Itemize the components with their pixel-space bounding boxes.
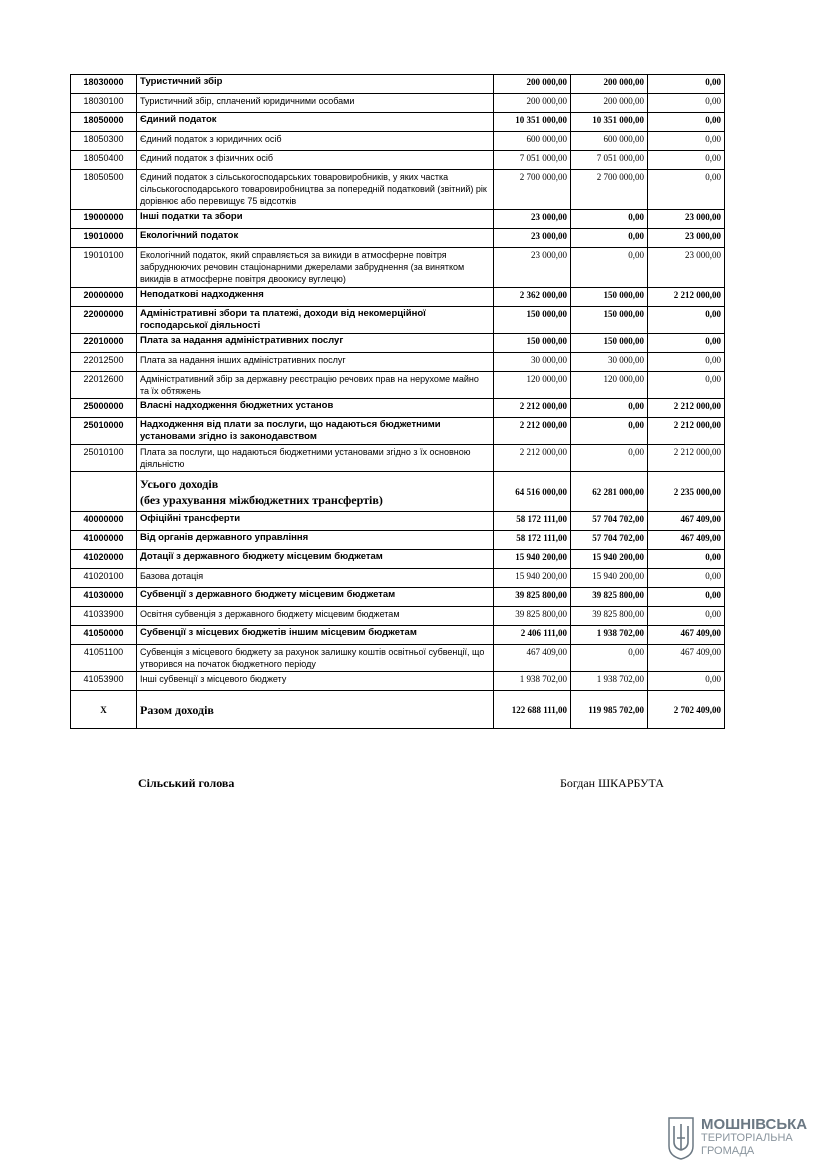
row-total: 200 000,00 <box>494 94 571 113</box>
row-general-fund: 119 985 702,00 <box>571 691 648 729</box>
row-code: 41000000 <box>71 531 137 550</box>
table-row <box>71 170 725 210</box>
row-code: 22012500 <box>71 353 137 372</box>
row-name: Інші субвенції з місцевого бюджету <box>137 672 494 691</box>
table-row <box>71 210 725 229</box>
row-code: 40000000 <box>71 512 137 531</box>
row-total: 64 516 000,00 <box>494 472 571 512</box>
row-code: X <box>71 691 137 729</box>
row-total: 10 351 000,00 <box>494 113 571 132</box>
row-general-fund: 200 000,00 <box>571 75 648 94</box>
row-general-fund: 62 281 000,00 <box>571 472 648 512</box>
row-total: 150 000,00 <box>494 307 571 334</box>
table-row <box>71 75 725 94</box>
row-special-fund: 0,00 <box>648 170 725 210</box>
row-general-fund: 15 940 200,00 <box>571 550 648 569</box>
row-name: Туристичний збір <box>137 75 494 94</box>
row-general-fund: 600 000,00 <box>571 132 648 151</box>
row-special-fund: 0,00 <box>648 334 725 353</box>
row-general-fund: 0,00 <box>571 399 648 418</box>
row-special-fund: 23 000,00 <box>648 229 725 248</box>
row-total: 39 825 800,00 <box>494 588 571 607</box>
row-total: 2 406 111,00 <box>494 626 571 645</box>
row-general-fund: 15 940 200,00 <box>571 569 648 588</box>
row-name: Офіційні трансферти <box>137 512 494 531</box>
row-special-fund: 0,00 <box>648 151 725 170</box>
row-total: 150 000,00 <box>494 334 571 353</box>
row-general-fund: 150 000,00 <box>571 334 648 353</box>
row-name: Плата за послуги, що надаються бюджетними установами згідно з їх основною діяльністю <box>137 445 494 472</box>
row-general-fund: 30 000,00 <box>571 353 648 372</box>
row-total: 2 362 000,00 <box>494 288 571 307</box>
row-total: 467 409,00 <box>494 645 571 672</box>
table-row <box>71 531 725 550</box>
row-general-fund: 1 938 702,00 <box>571 672 648 691</box>
row-general-fund: 0,00 <box>571 645 648 672</box>
row-special-fund: 2 212 000,00 <box>648 445 725 472</box>
row-special-fund: 0,00 <box>648 672 725 691</box>
row-name: Єдиний податок з фізичних осіб <box>137 151 494 170</box>
row-special-fund: 467 409,00 <box>648 626 725 645</box>
table-row <box>71 113 725 132</box>
row-special-fund: 467 409,00 <box>648 512 725 531</box>
row-code: 22010000 <box>71 334 137 353</box>
row-code: 20000000 <box>71 288 137 307</box>
table-row <box>71 512 725 531</box>
row-special-fund: 0,00 <box>648 113 725 132</box>
row-total: 23 000,00 <box>494 210 571 229</box>
row-special-fund: 23 000,00 <box>648 210 725 229</box>
row-code: 18050500 <box>71 170 137 210</box>
row-total: 2 212 000,00 <box>494 418 571 445</box>
row-code: 19000000 <box>71 210 137 229</box>
row-code: 22000000 <box>71 307 137 334</box>
row-special-fund: 2 212 000,00 <box>648 288 725 307</box>
trident-icon <box>667 1116 695 1160</box>
table-row <box>71 569 725 588</box>
row-total: 30 000,00 <box>494 353 571 372</box>
row-code: 25010100 <box>71 445 137 472</box>
row-name: Субвенції з державного бюджету місцевим бюджетам <box>137 588 494 607</box>
logo-subtitle-2: ГРОМАДА <box>701 1145 755 1157</box>
row-special-fund: 0,00 <box>648 372 725 399</box>
table-row <box>71 151 725 170</box>
row-general-fund: 120 000,00 <box>571 372 648 399</box>
row-name: Єдиний податок <box>137 113 494 132</box>
row-special-fund: 0,00 <box>648 569 725 588</box>
row-code: 18050000 <box>71 113 137 132</box>
table-row <box>71 607 725 626</box>
row-code: 41053900 <box>71 672 137 691</box>
table-row <box>71 288 725 307</box>
table-row <box>71 399 725 418</box>
row-name: Субвенція з місцевого бюджету за рахунок залишку коштів освітньої субвенції, що утворився на початок бюджетного періоду <box>137 645 494 672</box>
row-code: 41033900 <box>71 607 137 626</box>
row-special-fund: 0,00 <box>648 607 725 626</box>
row-special-fund: 2 702 409,00 <box>648 691 725 729</box>
table-row <box>71 626 725 645</box>
row-name: Єдиний податок з сільськогосподарських товаровиробників, у яких частка сільськогосподарського товаровиробництва за попередній податковий (звітний) рік дорівнює або перевищує 75 відсотків <box>137 170 494 210</box>
row-name: Інші податки та збори <box>137 210 494 229</box>
row-total: 2 700 000,00 <box>494 170 571 210</box>
row-total: 7 051 000,00 <box>494 151 571 170</box>
row-total: 39 825 800,00 <box>494 607 571 626</box>
table-row <box>71 372 725 399</box>
row-general-fund: 39 825 800,00 <box>571 588 648 607</box>
logo-title: МОШНІВСЬКА <box>701 1116 808 1133</box>
row-name: Разом доходів <box>137 691 494 729</box>
row-code: 18050300 <box>71 132 137 151</box>
row-total: 600 000,00 <box>494 132 571 151</box>
row-general-fund: 0,00 <box>571 445 648 472</box>
row-general-fund: 0,00 <box>571 418 648 445</box>
row-code: 22012600 <box>71 372 137 399</box>
row-name-line: Усього доходів <box>140 476 219 491</box>
row-name: Адміністративний збір за державну реєстрацію речових прав на нерухоме майно та їх обтяжень <box>137 372 494 399</box>
row-name: Екологічний податок <box>137 229 494 248</box>
row-name: Плата за надання інших адміністративних послуг <box>137 353 494 372</box>
row-name: Плата за надання адміністративних послуг <box>137 334 494 353</box>
table-row <box>71 229 725 248</box>
table-row <box>71 472 725 512</box>
row-total: 23 000,00 <box>494 248 571 288</box>
row-name: Екологічний податок, який справляється за викиди в атмосферне повітря забруднюючих речовин стаціонарними джерелами забруднення (за винятком викидів в атмосферне повітря двоокису вуглецю) <box>137 248 494 288</box>
table-row <box>71 672 725 691</box>
row-code <box>71 472 137 512</box>
row-name: Неподаткові надходження <box>137 288 494 307</box>
row-code: 41051100 <box>71 645 137 672</box>
signature-title: Сільський голова <box>138 776 235 790</box>
row-code: 41020000 <box>71 550 137 569</box>
row-special-fund: 467 409,00 <box>648 645 725 672</box>
row-name: Власні надходження бюджетних установ <box>137 399 494 418</box>
row-code: 18030000 <box>71 75 137 94</box>
row-general-fund: 0,00 <box>571 210 648 229</box>
row-general-fund: 10 351 000,00 <box>571 113 648 132</box>
row-code: 25010000 <box>71 418 137 445</box>
row-special-fund: 0,00 <box>648 94 725 113</box>
row-total: 15 940 200,00 <box>494 550 571 569</box>
row-total: 15 940 200,00 <box>494 569 571 588</box>
row-total: 120 000,00 <box>494 372 571 399</box>
row-special-fund: 0,00 <box>648 550 725 569</box>
row-general-fund: 57 704 702,00 <box>571 512 648 531</box>
row-general-fund: 39 825 800,00 <box>571 607 648 626</box>
row-name: Дотації з державного бюджету місцевим бюджетам <box>137 550 494 569</box>
row-code: 41030000 <box>71 588 137 607</box>
table-row <box>71 132 725 151</box>
table-row <box>71 418 725 445</box>
row-general-fund: 200 000,00 <box>571 94 648 113</box>
row-code: 18050400 <box>71 151 137 170</box>
row-code: 19010000 <box>71 229 137 248</box>
row-special-fund: 23 000,00 <box>648 248 725 288</box>
table-row <box>71 445 725 472</box>
row-general-fund: 0,00 <box>571 248 648 288</box>
row-general-fund: 57 704 702,00 <box>571 531 648 550</box>
row-special-fund: 0,00 <box>648 588 725 607</box>
row-name <box>137 472 494 512</box>
table-row <box>71 94 725 113</box>
row-special-fund: 2 212 000,00 <box>648 418 725 445</box>
community-logo <box>667 1116 817 1162</box>
row-name: Адміністративні збори та платежі, доходи від некомерційної господарської діяльності <box>137 307 494 334</box>
row-total: 58 172 111,00 <box>494 531 571 550</box>
row-special-fund: 2 212 000,00 <box>648 399 725 418</box>
row-general-fund: 1 938 702,00 <box>571 626 648 645</box>
revenue-table <box>70 74 725 729</box>
row-special-fund: 0,00 <box>648 307 725 334</box>
logo-subtitle-1: ТЕРИТОРІАЛЬНА <box>701 1132 793 1144</box>
signature-name: Богдан ШКАРБУТА <box>560 776 664 790</box>
table-row <box>71 248 725 288</box>
row-general-fund: 150 000,00 <box>571 288 648 307</box>
table-row <box>71 334 725 353</box>
row-total: 58 172 111,00 <box>494 512 571 531</box>
row-name-line: (без урахування міжбюджетних трансфертів) <box>140 492 383 507</box>
table-row <box>71 353 725 372</box>
row-general-fund: 2 700 000,00 <box>571 170 648 210</box>
row-code: 19010100 <box>71 248 137 288</box>
row-general-fund: 150 000,00 <box>571 307 648 334</box>
row-general-fund: 7 051 000,00 <box>571 151 648 170</box>
row-code: 18030100 <box>71 94 137 113</box>
row-total: 1 938 702,00 <box>494 672 571 691</box>
row-total: 200 000,00 <box>494 75 571 94</box>
row-name: Освітня субвенція з державного бюджету місцевим бюджетам <box>137 607 494 626</box>
row-name: Надходження від плати за послуги, що надаються бюджетними установами згідно із законодавством <box>137 418 494 445</box>
row-special-fund: 0,00 <box>648 75 725 94</box>
row-special-fund: 467 409,00 <box>648 531 725 550</box>
table-row <box>71 550 725 569</box>
row-name: Від органів державного управління <box>137 531 494 550</box>
row-total: 23 000,00 <box>494 229 571 248</box>
row-special-fund: 0,00 <box>648 353 725 372</box>
row-name: Базова дотація <box>137 569 494 588</box>
row-special-fund: 0,00 <box>648 132 725 151</box>
row-code: 41050000 <box>71 626 137 645</box>
table-row <box>71 691 725 729</box>
row-name: Субвенції з місцевих бюджетів іншим місцевим бюджетам <box>137 626 494 645</box>
row-code: 25000000 <box>71 399 137 418</box>
row-total: 2 212 000,00 <box>494 399 571 418</box>
row-total: 2 212 000,00 <box>494 445 571 472</box>
row-code: 41020100 <box>71 569 137 588</box>
table-row <box>71 307 725 334</box>
table-row <box>71 645 725 672</box>
row-general-fund: 0,00 <box>571 229 648 248</box>
row-total: 122 688 111,00 <box>494 691 571 729</box>
row-name: Туристичний збір, сплачений юридичними особами <box>137 94 494 113</box>
revenue-table-body <box>71 75 725 729</box>
table-row <box>71 588 725 607</box>
row-name: Єдиний податок з юридичних осіб <box>137 132 494 151</box>
row-special-fund: 2 235 000,00 <box>648 472 725 512</box>
